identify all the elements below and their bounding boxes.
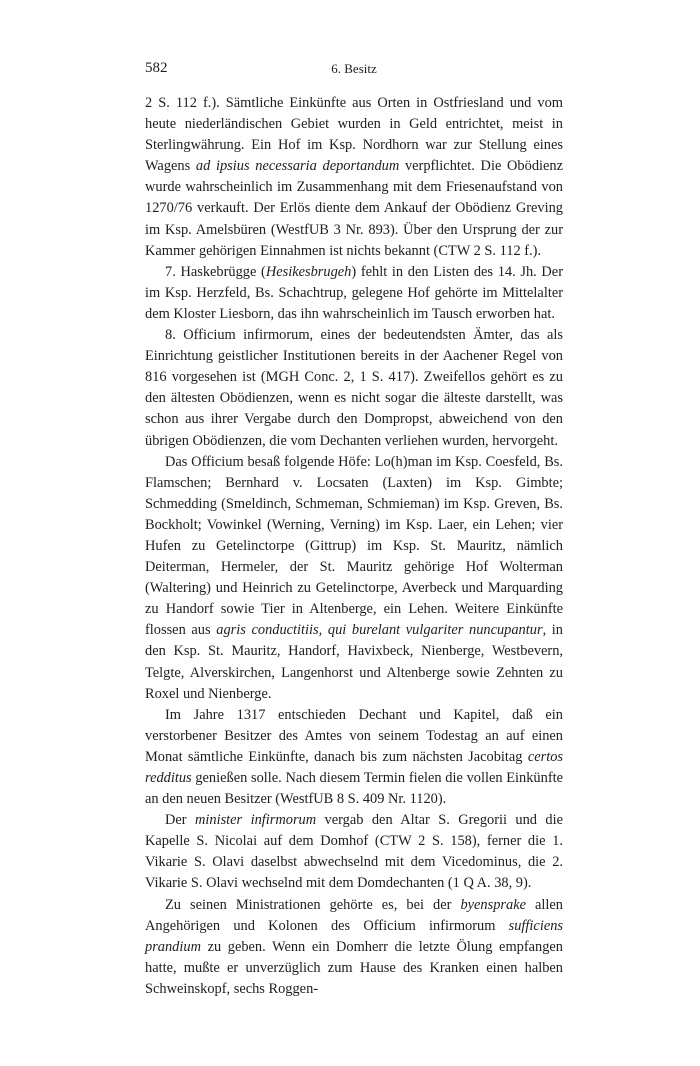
- text-run: Das Officium besaß folgende Höfe: Lo(h)man im Ksp. Coesfeld, Bs. Flamschen; Bernhard v. Locsaten (Laxten) im Ksp. Gimbte; Schmedding (Smeldinch, Schmeman, Schmieman) im Ksp. Greven, Bs. Bockholt; Vowinkel (Werning, Verning) im Ksp. Laer, ein Lehen; vier Hufen zu Getelinctorpe (Gittrup) im Ksp. St. Mauritz, nämlich Deiterman, Hermeler, der St. Mauritz gehörige Hof Wolterman (Waltering) und Heinrich zu Getelinctorpe, Averbeck und Marquarding zu Handorf sowie Tier in Altenberge, ein Lehen. Weitere Einkünfte flossen aus: [145, 453, 563, 639]
- paragraph: [145, 895, 563, 1000]
- book-page: [145, 60, 563, 1000]
- text-run: zu geben. Wenn ein Domherr die letzte Ölung empfangen hatte, mußte er unverzüglich zum Hause des Kranken einen halben Schweinskopf, sechs Roggen-: [145, 938, 563, 997]
- body-text: [145, 93, 563, 1000]
- text-run: , in den Ksp. St. Mauritz, Handorf, Havixbeck, Nienberge, Westbevern, Telgte, Alverskirchen, Langenhorst und Altenberge sowie Zehnten zu Roxel und Nienberge.: [145, 622, 564, 702]
- text-run: 8. Officium infirmorum, eines der bedeutendsten Ämter, das als Einrichtung geistlicher Institutionen bereits in der Aachener Regel von 816 vorgesehen ist (MGH Conc. 2, 1 S. 417). Zweifellos gehört es zu den ältesten Obödienzen, wenn es nicht sogar die älteste darstellt, was schon aus ihrer Vergabe durch den Dompropst, abweichend von den übrigen Obödienzen, die vom Dechanten verliehen wurden, hervorgeht.: [145, 327, 563, 449]
- text-run: allen Angehörigen und Kolonen des Officium infirmorum: [145, 896, 563, 934]
- paragraph: [145, 705, 563, 810]
- latin-phrase: agris conductitiis, qui burelant vulgariter nuncupantur: [216, 622, 543, 639]
- latin-phrase: Hesikesbrugeh: [265, 263, 352, 280]
- section-title: 6. Besitz: [331, 61, 377, 76]
- paragraph: [145, 810, 563, 894]
- paragraph: [145, 262, 563, 325]
- text-run: ) fehlt in den Listen des 14. Jh. Der im Ksp. Herzfeld, Bs. Schachtrup, gelegene Hof gehörte im Mittelalter dem Kloster Liesborn, das ihn wahrscheinlich im Tausch erworben hat.: [145, 263, 563, 322]
- text-run: genießen solle. Nach diesem Termin fielen die vollen Einkünfte an den neuen Besitzer (WestfUB 8 S. 409 Nr. 1120).: [145, 770, 563, 808]
- text-run: verpflichtet. Die Obödienz wurde wahrscheinlich im Zusammenhang mit dem Friesenaufstand von 1270/76 verkauft. Der Erlös diente dem Ankauf der Obödienz Greving im Ksp. Amelsbüren (WestfUB 3 Nr. 893). Über den Ursprung der zur Kammer gehörigen Einnahmen ist nichts bekannt (CTW 2 S. 112 f.).: [145, 158, 563, 259]
- text-run: Im Jahre 1317 entschieden Dechant und Kapitel, daß ein verstorbener Besitzer des Amtes von seinem Todestag an auf einen Monat sämtliche Einkünfte, danach bis zum nächsten Jacobitag: [145, 706, 563, 765]
- text-run: Der: [165, 812, 195, 829]
- text-run: vergab den Altar S. Gregorii und die Kapelle S. Nicolai auf dem Domhof (CTW 2 S. 158), ferner die 1. Vikarie S. Olavi daselbst abwechselnd mit dem Vicedominus, die 2. Vikarie S. Olavi wechselnd mit dem Domdechanten (1 Q A. 38, 9).: [145, 812, 563, 892]
- latin-phrase: byensprake: [460, 896, 526, 913]
- text-run: 7. Haskebrügge (: [165, 263, 266, 280]
- latin-phrase: minister infirmorum: [194, 812, 317, 829]
- paragraph: [145, 452, 563, 705]
- text-run: Zu seinen Ministrationen gehörte es, bei der: [165, 896, 461, 913]
- latin-phrase: ad ipsius necessaria deportandum: [195, 158, 400, 175]
- latin-phrase: certos redditus: [145, 748, 563, 786]
- latin-phrase: sufficiens prandium: [145, 917, 563, 955]
- page-number: 582: [145, 60, 168, 76]
- paragraph: [145, 325, 563, 452]
- running-head: [145, 60, 563, 82]
- text-run: 2 S. 112 f.). Sämtliche Einkünfte aus Orten in Ostfriesland und vom heute niederländischen Gebiet wurden in Geld entrichtet, meist in Sterlingwährung. Ein Hof im Ksp. Nordhorn war zur Stellung eines Wagens: [145, 95, 563, 175]
- paragraph: [145, 93, 563, 262]
